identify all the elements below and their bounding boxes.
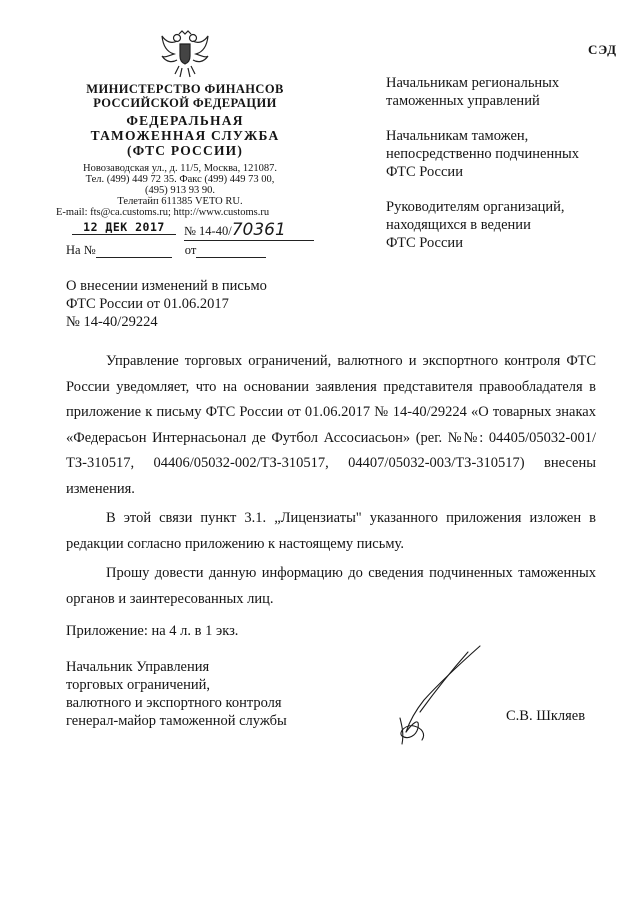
letter-subject — [66, 277, 267, 331]
addressee — [386, 127, 608, 181]
ministry-line: РОССИЙСКОЙ ФЕДЕРАЦИИ — [93, 96, 277, 110]
address-line: E-mail: fts@ca.customs.ru; http://www.customs.ru — [56, 207, 270, 218]
agency-line: ТАМОЖЕННАЯ СЛУЖБА — [90, 128, 280, 143]
reference-label: На № — [66, 243, 96, 257]
body-paragraph: В этой связи пункт 3.1. „Лицензиаты" указанного приложения изложен в редакции согласно приложению к настоящему письму. — [66, 510, 596, 552]
ministry-line: МИНИСТЕРСТВО ФИНАНСОВ — [86, 82, 284, 96]
handwritten-signature — [372, 640, 492, 750]
letter-body — [66, 349, 596, 616]
body-paragraph: Прошу довести данную информацию до сведения подчиненных таможенных органов и заинтересованных лиц. — [66, 565, 596, 607]
addressee-line: Начальникам таможен, — [386, 128, 529, 144]
reference-number-blank — [96, 245, 172, 258]
sed-mark: СЭД — [588, 42, 618, 57]
addressee-line: ФТС России — [386, 164, 463, 180]
addressee — [386, 74, 608, 110]
registration-date-stamp: 12 ДЕК 2017 — [72, 220, 176, 235]
ministry-name — [66, 82, 304, 110]
address-line: (495) 913 93 90. — [145, 185, 215, 196]
reference-date-blank — [196, 245, 266, 258]
reference-row — [66, 243, 326, 258]
reference-from-label: от — [184, 243, 197, 257]
agency-line: (ФТС РОССИИ) — [126, 143, 244, 158]
address-line: Телетайп 611385 VETO RU. — [117, 196, 243, 207]
signer-title-line: торговых ограничений, — [66, 677, 210, 693]
subject-line: О внесении изменений в письмо — [66, 278, 267, 294]
agency-line: ФЕДЕРАЛЬНАЯ — [126, 113, 244, 128]
agency-name — [66, 113, 304, 158]
address-line: Тел. (499) 449 72 35. Факс (499) 449 73 00, — [85, 174, 275, 185]
registration-number-prefix: № 14-40/ — [184, 224, 232, 238]
addressee-line: ФТС России — [386, 235, 463, 251]
coat-of-arms-emblem — [160, 28, 210, 80]
signer-title-line: генерал-майор таможенной службы — [66, 713, 287, 729]
signer-title-line: Начальник Управления — [66, 659, 210, 675]
signer-name: С.В. Шкляев — [506, 708, 586, 724]
subject-line: ФТС России от 01.06.2017 — [66, 296, 229, 312]
appendix-note: Приложение: на 4 л. в 1 экз. — [66, 623, 239, 639]
body-paragraph: Управление торговых ограничений, валютного и экспортного контроля ФТС России уведомляет, что на основании заявления представителя правообладателя в приложение к письму ФТС России от 01.06.2017 № 14-40/29224 «О товарных знаках «Федерасьон Интернасьонал де Футбол Ассосиасьон» (рег. №№: 04405/05032-001/ТЗ-310517, 04406/05032-002/ТЗ-310517, 04407/05032-003/ТЗ-310517) внесены изменения. — [66, 353, 596, 497]
address-line: Новозаводская ул., д. 11/5, Москва, 121087. — [83, 163, 277, 174]
registration-number — [184, 220, 314, 241]
addressee — [386, 198, 608, 252]
addressee-line: находящихся в ведении — [386, 217, 531, 233]
registration-number-handwritten: 70361 — [231, 220, 286, 240]
subject-line: № 14-40/29224 — [66, 314, 158, 330]
signer-title-line: валютного и экспортного контроля — [66, 695, 282, 711]
agency-address — [56, 163, 304, 218]
addressee-line: таможенных управлений — [386, 93, 540, 109]
addressee-line: Начальникам региональных — [386, 75, 560, 91]
addressee-line: Руководителям организаций, — [386, 199, 565, 215]
signer-title — [66, 658, 287, 730]
registration-row — [66, 218, 326, 238]
addressee-line: непосредственно подчиненных — [386, 146, 579, 162]
addressees-block — [386, 74, 608, 269]
